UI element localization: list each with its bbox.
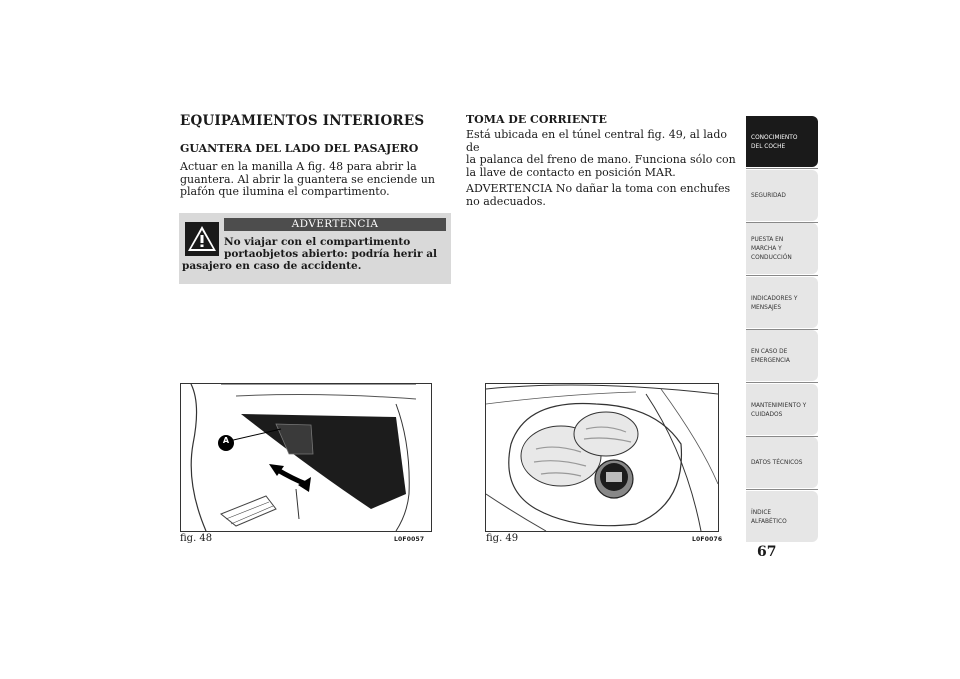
page-number: 67 [757,544,777,560]
callout-label-a: A [222,436,230,445]
paragraph-line: no adecuados. [466,194,546,208]
tab-datos-tecnicos[interactable] [746,437,818,488]
power-socket-paragraph [466,129,741,179]
tab-label: EN CASO DE EMERGENCIA [751,346,790,364]
tab-label: SEGURIDAD [751,191,786,199]
paragraph-line: guantera. Al abrir la guantera se enciende un [180,172,435,186]
tab-mantenimiento-y-cuidados[interactable] [746,384,818,435]
tab-indice-alfabetico[interactable] [746,491,818,542]
glovebox-heading: GUANTERA DEL LADO DEL PASAJERO [180,142,419,155]
figure-48-caption: fig. 48 [180,533,213,544]
tab-label: INDICADORES Y MENSAJES [751,293,798,311]
tab-label: CONOCIMIENTO DEL COCHE [751,132,798,150]
section-heading: EQUIPAMIENTOS INTERIORES [180,113,425,129]
paragraph-line: la palanca del freno de mano. Funciona sólo con [466,153,736,166]
paragraph-line: ADVERTENCIA No dañar la toma con enchufes [466,182,731,195]
paragraph-line: la llave de contacto en posición MAR. [466,165,676,179]
tab-label: ÍNDICE ALFABÉTICO [751,507,787,525]
power-socket-heading: TOMA DE CORRIENTE [466,113,607,126]
figure-49-code: L0F0076 [692,536,723,543]
warning-line: No viajar con el compartimento [224,236,411,248]
warning-line: portaobjetos abierto: podría herir al [224,248,437,260]
paragraph-line: plafón que ilumina el compartimento. [180,185,390,198]
tab-indicadores-y-mensajes[interactable] [746,277,818,328]
tab-puesta-en-marcha[interactable] [746,223,818,274]
figure-49-caption: fig. 49 [486,533,519,544]
tab-divider [746,489,818,490]
warning-title: ADVERTENCIA [224,218,446,231]
tab-label: PUESTA EN MARCHA Y CONDUCCIÓN [751,235,792,261]
glovebox-paragraph [180,161,455,199]
tab-seguridad[interactable] [746,170,818,221]
warning-text [224,236,446,260]
figure-49-power-socket [485,383,719,532]
warning-box [179,213,451,284]
paragraph-line: Actuar en la manilla A fig. 48 para abrir la [180,160,417,173]
figure-48-glovebox [180,383,432,532]
tab-conocimiento-del-coche[interactable] [746,116,818,167]
tab-en-caso-de-emergencia[interactable] [746,330,818,381]
warning-triangle-icon [185,222,219,256]
figure-48-code: L0F0057 [394,536,425,543]
tab-divider [746,275,818,276]
tab-label: DATOS TÉCNICOS [751,458,803,466]
tab-label: MANTENIMIENTO Y CUIDADOS [751,400,807,418]
tab-divider [746,168,818,169]
paragraph-line: Está ubicada en el túnel central fig. 49, al lado de [466,128,728,154]
power-socket-warning-paragraph [466,183,741,208]
tab-divider [746,382,818,383]
warning-line: pasajero en caso de accidente. [182,260,362,272]
